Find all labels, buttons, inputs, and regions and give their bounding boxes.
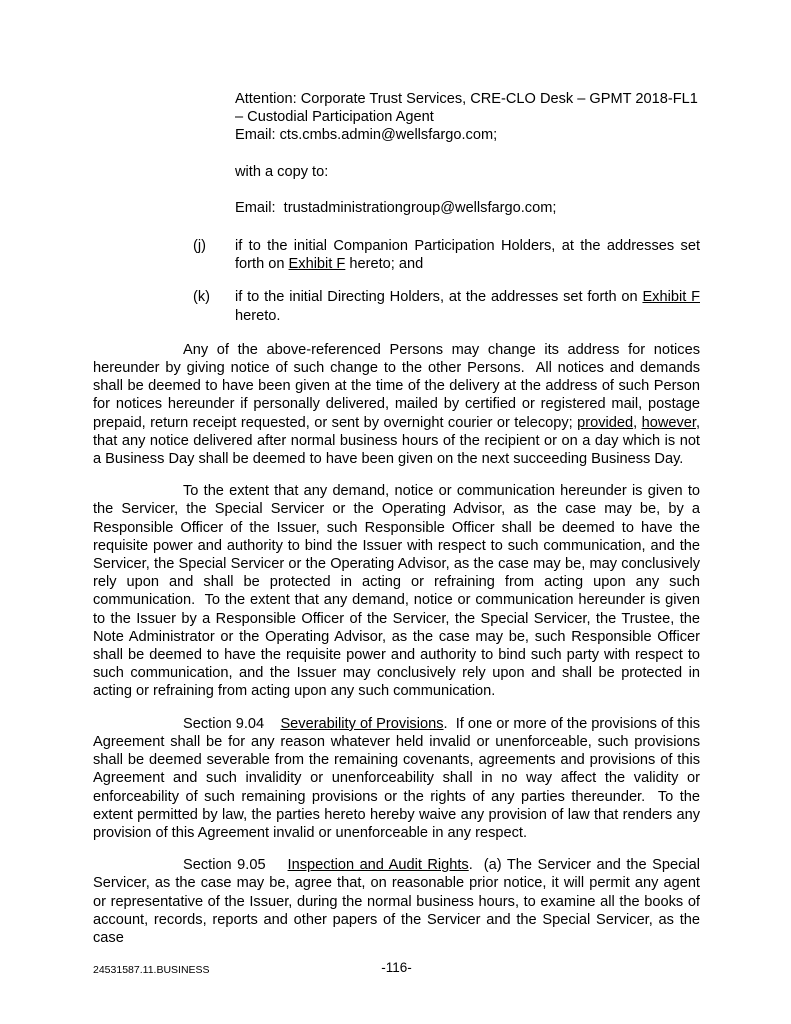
copy-to-line: with a copy to:	[235, 163, 329, 180]
list-item-label: (k)	[193, 289, 211, 306]
list-item-label: (j)	[193, 238, 206, 255]
copy-email-line: Email: trustadministrationgroup@wellsfargo.com;	[235, 199, 557, 216]
attention-address-block	[235, 90, 700, 145]
attention-email-line: Email: cts.cmbs.admin@wellsfargo.com;	[235, 127, 498, 144]
paragraph-section-9-05: Section 9.05 Inspection and Audit Rights. (a) The Servicer and the Special Servicer, as the case may be, agree that, on reasonable prior notice, it will permit any agent or representative of the Issuer, during the normal business hours, to examine all the books of account, records, reports and other papers of the Servicer and the Special Servicer, as the case	[93, 857, 700, 946]
copy-email-block	[235, 199, 700, 217]
list-item-k	[193, 288, 700, 324]
list-item-j	[193, 237, 700, 273]
list-item-text: if to the initial Directing Holders, at the addresses set forth on Exhibit F hereto.	[235, 289, 700, 324]
paragraph-section-9-04: Section 9.04 Severability of Provisions. If one or more of the provisions of this Agreement shall be for any reason whatever held invalid or unenforceable, such provisions shall be deemed severable from the remaining covenants, agreements and provisions of this Agreement and such invalidity or unenforceability shall in no way affect the validity or enforceability of such remaining provisions or the rights of any parties thereunder. To the extent permitted by law, the parties hereto hereby waive any provision of law that renders any provision of this Agreement invalid or unenforceable in any respect.	[93, 715, 700, 841]
attention-line-1: Attention: Corporate Trust Services, CRE-CLO Desk – GPMT 2018-FL1	[235, 91, 698, 107]
footer-doc-id: 24531587.11.BUSINESS	[93, 964, 210, 976]
page-footer	[93, 960, 700, 980]
attention-line-2: – Custodial Participation Agent	[235, 109, 434, 126]
list-item-text: if to the initial Companion Participation Holders, at the addresses set forth on Exhibit F hereto; and	[235, 238, 700, 273]
footer-page-number: -116-	[381, 960, 412, 975]
copy-to-block	[235, 163, 700, 181]
paragraph-notices: Any of the above-referenced Persons may change its address for notices hereunder by giving notice of such change to the other Persons. All notices and demands shall be deemed to have been given at the time of the delivery at the address of such Person for notices hereunder if personally delivered, mailed by certified or registered mail, postage prepaid, return receipt requested, or sent by overnight courier or telecopy; provided, however, that any notice delivered after normal business hours of the recipient or on a day which is not a Business Day shall be deemed to have been given on the next succeeding Business Day.	[93, 341, 701, 468]
paragraph-responsible-officer: To the extent that any demand, notice or communication hereunder is given to the Servicer, the Special Servicer or the Operating Advisor, as the case may be, by a Responsible Officer of the Issuer, such Responsible Officer shall be deemed to have the requisite power and authority to bind the Issuer with respect to such communication, and the Servicer, the Special Servicer or the Operating Advisor, as the case may be, may conclusively rely upon and shall be protected in acting or refraining from acting upon any such communication. To the extent that any demand, notice or communication hereunder is given to the Issuer by a Responsible Officer of the Servicer, the Special Servicer, the Trustee, the Note Administrator or the Operating Advisor, as the case may be, such Responsible Officer shall be deemed to have the requisite power and authority to bind such party with respect to such communication, and the Issuer may conclusively rely upon and shall be protected in acting or refraining from acting upon any such communication.	[93, 483, 700, 700]
